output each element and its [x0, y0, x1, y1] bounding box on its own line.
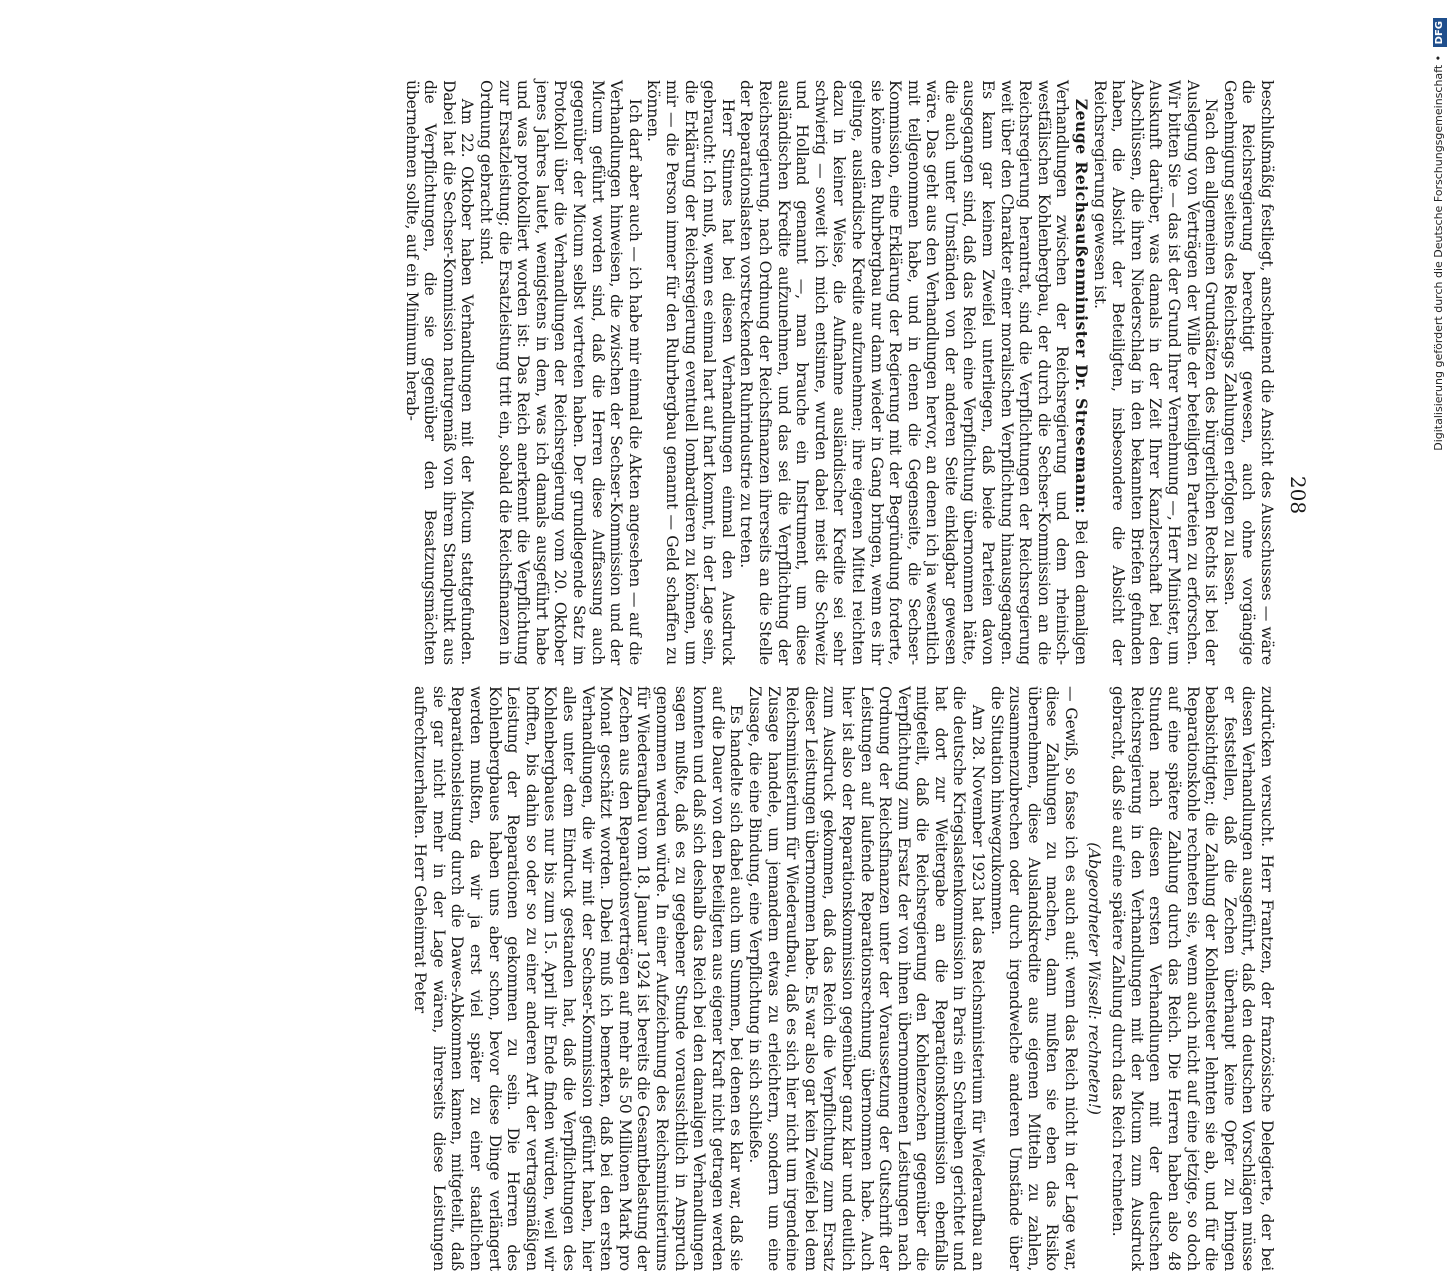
paragraph: zudrücken versucht. Herr Frantzen, der französische Delegierte, der bei diesen Verhandlungen ausgeführt, daß den deutschen Vorschlägen müsse er feststellen, daß die Zechen überhaupt keine Opfer zu bringen beabsichtigten; die Zahlung der Kohlensteuer lehnten sie ab, und für die Reparationskohle rechneten sie, wenn auch nicht auf eine jetzige, so doch auf eine spätere Zahlung durch das Reich. Die Herren haben also 48 Stunden nach diesen ersten Verhandlungen mit der deutschen Reichsregierung in den Verhandlungen mit der Micum zum Ausdruck gebracht, daß sie auf eine spätere Zahlung durch das Reich rechneten.	[1109, 686, 1276, 1271]
paragraph: Nach den allgemeinen Grundsätzen des bürgerlichen Rechts ist bei der Auslegung von Verträgen der Wille der beteiligten Parteien zu erforschen. Wir bitten Sie — das ist der Grund Ihrer Vernehmung —, Herr Minister, um Auskunft darüber, was damals in der Zeit Ihrer Kanzlerschaft bei den Abschlüssen, die ihren Niederschlag in den bekannten Briefen gefunden haben, die Absicht der Beteiligten, insbesondere die Absicht der Reichsregierung gewesen ist.	[1090, 80, 1221, 665]
paragraph: Herr Stinnes hat bei diesen Verhandlungen einmal den Ausdruck gebraucht: Ich muß, wenn es einmal hart auf hart kommt, in der Lage sein, die Erklärung der Reichsregierung eventuell lombardieren zu können, um mir — die Person immer für den Ruhrbergbau genannt — Geld schaffen zu können.	[644, 80, 737, 665]
paragraph: beschlußmäßig festliegt, anscheinend die Ansicht des Ausschusses — wäre die Reichsregierung berechtigt gewesen, auch ohne vorgängige Genehmigung seitens des Reichstags Zahlungen erfolgen zu lassen.	[1220, 80, 1276, 665]
paragraph: Am 28. November 1923 hat das Reichsministerium für Wiederaufbau an die deutsche Kriegslastenkommission in Paris ein Schreiben gerichtet und hat dort zur Weitergabe an die Reparationskommission ebenfalls mitgeteilt, daß die Reichsregierung den Kohlenzechen gegenüber die Verpflichtung zum Ersatz der von ihnen übernommenen Leistungen nach Ordnung der Reichsfinanzen unter der Voraussetzung der Gutschrift der Leistungen auf laufende Reparationsrechnung übernommen habe. Auch hier ist also der Reparationskommission gegenüber ganz klar und deutlich zum Ausdruck gekommen, daß das Reich die Verpflichtung zum Ersatz dieser Leistungen übernommen habe. Es war also gar kein Zweifel bei dem Reichsministerium für Wiederaufbau, daß es sich hier nicht um irgendeine Zusage handele, um jemandem etwas zu erleichtern, sondern um eine Zusage, die eine Bindung, eine Verpflichtung in sich schließe.	[745, 686, 988, 1271]
text-column-right	[411, 686, 1276, 1271]
text-column-left	[402, 80, 1276, 665]
paragraph-testimony	[737, 80, 1090, 665]
page-number: 208	[1286, 475, 1310, 515]
dfg-logo: DFG	[1433, 18, 1447, 47]
paragraph: Es handelte sich dabei auch um Summen, bei denen es klar war, daß sie auf die Dauer von den Beteiligten aus eigener Kraft nicht getragen werden konnten und daß sich deshalb das Reich bei den damaligen Verhandlungen sagen mußte, daß es zu gegebener Stunde voraussichtlich in Anspruch genommen werden würde. In einer Aufzeichnung des Reichsministeriums für Wiederaufbau vom 18. Januar 1924 ist bereits die Gesamtbelastung der Zechen aus den Reparationsverträgen auf mehr als 50 Millionen Mark pro Monat geschätzt worden. Dabei muß ich bemerken, daß bei den ersten Verhandlungen, die wir mit der Sechser-Kommission geführt haben, hier alles unter dem Eindruck gestanden hat, daß die Verpflichtungen des Kohlenbergbaues nur bis zum 15. April ihr Ende finden würden, weil wir hofften, bis dahin so oder so zu einer anderen Art der vertragsmäßigen Leistung der Reparationen gekommen zu sein. Die Herren des Kohlenbergbaues haben uns aber schon, bevor diese Dinge verlängert werden mußten, da wir ja erst viel später zu einer staatlichen Reparationsleistung durch die Dawes-Abkommen kamen, mitgeteilt, daß sie gar nicht mehr in der Lage wären, ihrerseits diese Leistungen aufrechtzuerhalten. Herr Geheimrat Peter	[411, 686, 746, 1271]
speaker-name: Zeuge Reichsaußenminister Dr. Stresemann:	[1072, 98, 1092, 515]
paragraph: Ich darf aber auch — ich habe mir einmal die Akten angesehen — auf die Verhandlungen hinweisen, die zwischen der Sechser-Kommission und der Micum geführt worden sind, daß die Herren diese Auffassung auch gegenüber der Micum selbst vertreten haben. Der grundlegende Satz im Protokoll über die Verhandlungen der Reichsregierung vom 20. Oktober jenes Jahres lautet, wenigstens in dem, was ich damals ausgeführt habe und was protokolliert worden ist: Das Reich anerkennt die Verpflichtung zur Ersatzleistung; die Ersatzleistung tritt ein, sobald die Reichsfinanzen in Ordnung gebracht sind.	[477, 80, 644, 665]
paragraph-text: Bei den damaligen Verhandlungen zwischen der Reichsregierung und dem rheinisch-westfälischen Kohlenbergbau, der durch die Sechser-Kommission an die Reichsregierung herantrat, sind die Verpflichtungen der Reichsregierung weit über den Charakter einer moralischen Verpflichtung hinausgegangen. Es kann gar keinem Zweifel unterliegen, daß beide Parteien davon ausgegangen sind, daß das Reich eine Verpflichtung übernommen hätte, die auch unter Umständen von der anderen Seite einklagbar gewesen wäre. Das geht aus den Verhandlungen hervor, an denen ich ja wesentlich mit teilgenommen habe, und in denen die Gegenseite, die Sechser-Kommission, eine Erklärung der Regierung mit der Begründung forderte, sie könne den Ruhrbergbau nur dann wieder in Gang bringen, wenn es ihr gelinge, ausländische Kredite aufzunehmen; ihre eigenen Mittel reichten dazu in keiner Weise, die Aufnahme ausländischer Kredite sei sehr schwierig — soweit ich mich entsinne, wurden dabei meist die Schweiz und Holland genannt —, man brauche ein Instrument, um diese ausländischen Kredite aufzunehmen, und das sei die Verpflichtung der Reichsregierung, nach Ordnung der Reichsfinanzen ihrerseits an die Stelle der Reparationslasten vorstreckenden Ruhrindustrie zu treten.	[737, 80, 1091, 666]
document-page	[110, 80, 1310, 1271]
watermark-text: Digitalisierung gefördert durch die Deutsche Forschungsgemeinschaft •	[1432, 54, 1445, 451]
digitization-watermark	[1412, 18, 1445, 978]
paragraph: — Gewiß, so fasse ich es auch auf: wenn das Reich nicht in der Lage war, diese Zahlungen zu machen, dann mußten sie eben das Risiko übernehmen, diese Auslandskredite aus eigenen Mitteln zu zahlen, zusammenzubrechen oder durch irgendwelche anderen Umstände über die Situation hinwegzukommen.	[987, 686, 1081, 1271]
paragraph: Am 22. Oktober haben Verhandlungen mit der Micum stattgefunden. Dabei hat die Sechser-Kommission naturgemäß von ihrem Standpunkt aus die Verpflichtungen, die sie gegenüber den Besatzungsmächten übernehmen sollte, auf ein Minimum herab-	[402, 80, 477, 665]
interjection: (Abgeordneter Wissell: rechneten!)	[1084, 842, 1103, 1115]
